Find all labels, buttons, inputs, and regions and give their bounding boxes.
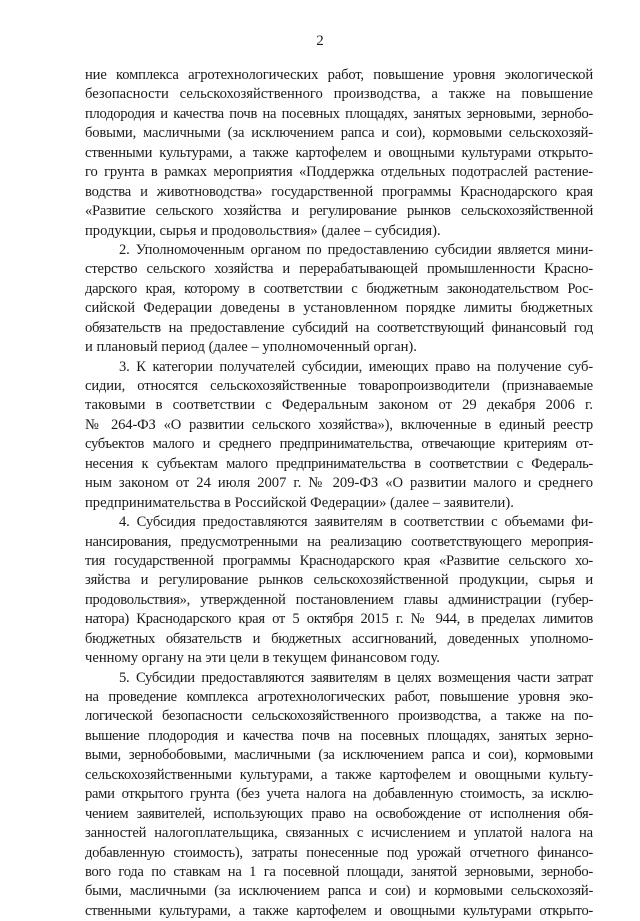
text-line: 2. Уполномоченным органом по предоставлению субсидии является мини- <box>119 241 593 258</box>
text-line: сидии, относятся сельскохозяйственные товаропроизводители (признаваемые <box>85 378 593 394</box>
text-line: го грунта в рамках мероприятия «Поддержка отдельных подотраслей растение- <box>85 164 593 181</box>
text-line: занностей налогоплательщика, связанных с исчислением и уплатой налога на <box>85 825 593 842</box>
page-number: 2 <box>316 33 324 49</box>
text-line: 5. Субсидии предоставляются заявителям в целях возмещения части затрат <box>119 669 593 686</box>
text-line: «Развитие сельского хозяйства и регулирование рынков сельскохозяйственной <box>85 203 593 220</box>
text-line: выми, зернобобовыми, масличными (за исключением рапса и сои), кормовыми <box>85 747 593 764</box>
text-line: субъектов малого и среднего предпринимательства, отвечающие критериям от- <box>85 436 593 453</box>
text-line: вышение плодородия и качества почв на посевных площадях, занятых зерно- <box>85 727 593 744</box>
text-line: несения к субъектам малого предпринимательства в соответствии с Федераль- <box>85 455 593 472</box>
text-line: чением заявителей, использующих право на освобождение от исполнения обя- <box>85 805 593 822</box>
text-line: таковыми в соответствии с Федеральным законом от 29 декабря 2006 г. <box>85 397 593 414</box>
text-line: сийской Федерации доведены в установленном порядке лимиты бюджетных <box>85 300 593 317</box>
text-line: 4. Субсидия предоставляются заявителям в соответствии с объемами фи- <box>119 514 593 531</box>
text-line: ным законом от 24 июля 2007 г. № 209-ФЗ «О развитии малого и среднего <box>85 475 593 492</box>
paragraph-5 <box>85 669 593 921</box>
text-line: на проведение комплекса агротехнологических работ, повышение уровня эко- <box>85 689 593 705</box>
paragraph-1 <box>85 66 593 241</box>
text-line: № 264-ФЗ «О развитии сельского хозяйства»), включенные в единый реестр <box>85 416 593 433</box>
text-line: быми, масличными (за исключением рапса и сои) и кормовыми сельскохозяй- <box>85 883 593 900</box>
paragraph-2 <box>85 241 593 358</box>
text-line: стерство сельского хозяйства и перерабатывающей промышленности Красно- <box>85 261 593 278</box>
text-line: ченному органу на эти цели в текущем финансовом году. <box>85 650 440 667</box>
text-line: ственными культурами, а также картофелем и овощными культурами открыто- <box>85 144 593 161</box>
text-line: продовольствия», утвержденной постановлением главы администрации (губер- <box>85 591 593 608</box>
text-line: бюджетных обязательств и бюджетных ассигнований, доведенных уполномо- <box>85 630 593 647</box>
text-line: водства и животноводства» государственной программы Краснодарского края <box>85 183 593 200</box>
text-line: продукции, сырья и продовольствия» (далее – субсидия). <box>85 222 441 239</box>
paragraph-3 <box>85 358 593 514</box>
text-line: логической безопасности сельскохозяйственного производства, а также на по- <box>85 708 593 725</box>
text-line: сельскохозяйственными культурами, а также картофелем и овощными культу- <box>85 766 593 783</box>
text-line: обязательств на предоставление субсидий на соответствующий финансовый год <box>85 319 593 336</box>
text-line: нансирования, предусмотренными на реализацию соответствующего мероприя- <box>85 533 593 550</box>
text-line: плодородия и качества почв на посевных площадях, занятых зерновыми, зернобо- <box>85 105 593 122</box>
text-line: добавленную стоимость), затраты понесенные под урожай отчетного финансо- <box>85 844 593 861</box>
text-line: дарского края, которому в соответствии с бюджетным законодательством Рос- <box>85 280 593 297</box>
text-line: безопасности сельскохозяйственного производства, а также на повышение <box>85 86 593 103</box>
text-line: ние комплекса агротехнологических работ, повышение уровня экологической <box>85 67 593 83</box>
text-line: вого года по ставкам на 1 га посевной площади, занятой зерновыми, зернобо- <box>85 863 593 880</box>
text-line: и плановый период (далее – уполномоченный орган). <box>85 339 417 356</box>
paragraph-4 <box>85 513 593 669</box>
text-line: предпринимательства в Российской Федерации» (далее – заявители). <box>85 494 514 511</box>
text-line: 3. К категории получателей субсидии, имеющих право на получение суб- <box>119 358 593 375</box>
text-line: рами открытого грунта (без учета налога на добавленную стоимость, за исклю- <box>85 786 593 803</box>
text-line: тия государственной программы Краснодарского края «Развитие сельского хо- <box>85 552 593 569</box>
text-line: натора) Краснодарского края от 5 октября 2015 г. № 944, в пределах лимитов <box>85 611 593 628</box>
text-line: бовыми, масличными (за исключением рапса и сои), кормовыми сельскохозяй- <box>85 125 593 142</box>
text-line: зяйства и регулирование рынков сельскохозяйственной продукции, сырья и <box>85 572 593 589</box>
text-line: ственными культурами, а также картофелем и овощными культурами открыто- <box>85 902 593 919</box>
document-body <box>85 66 593 921</box>
